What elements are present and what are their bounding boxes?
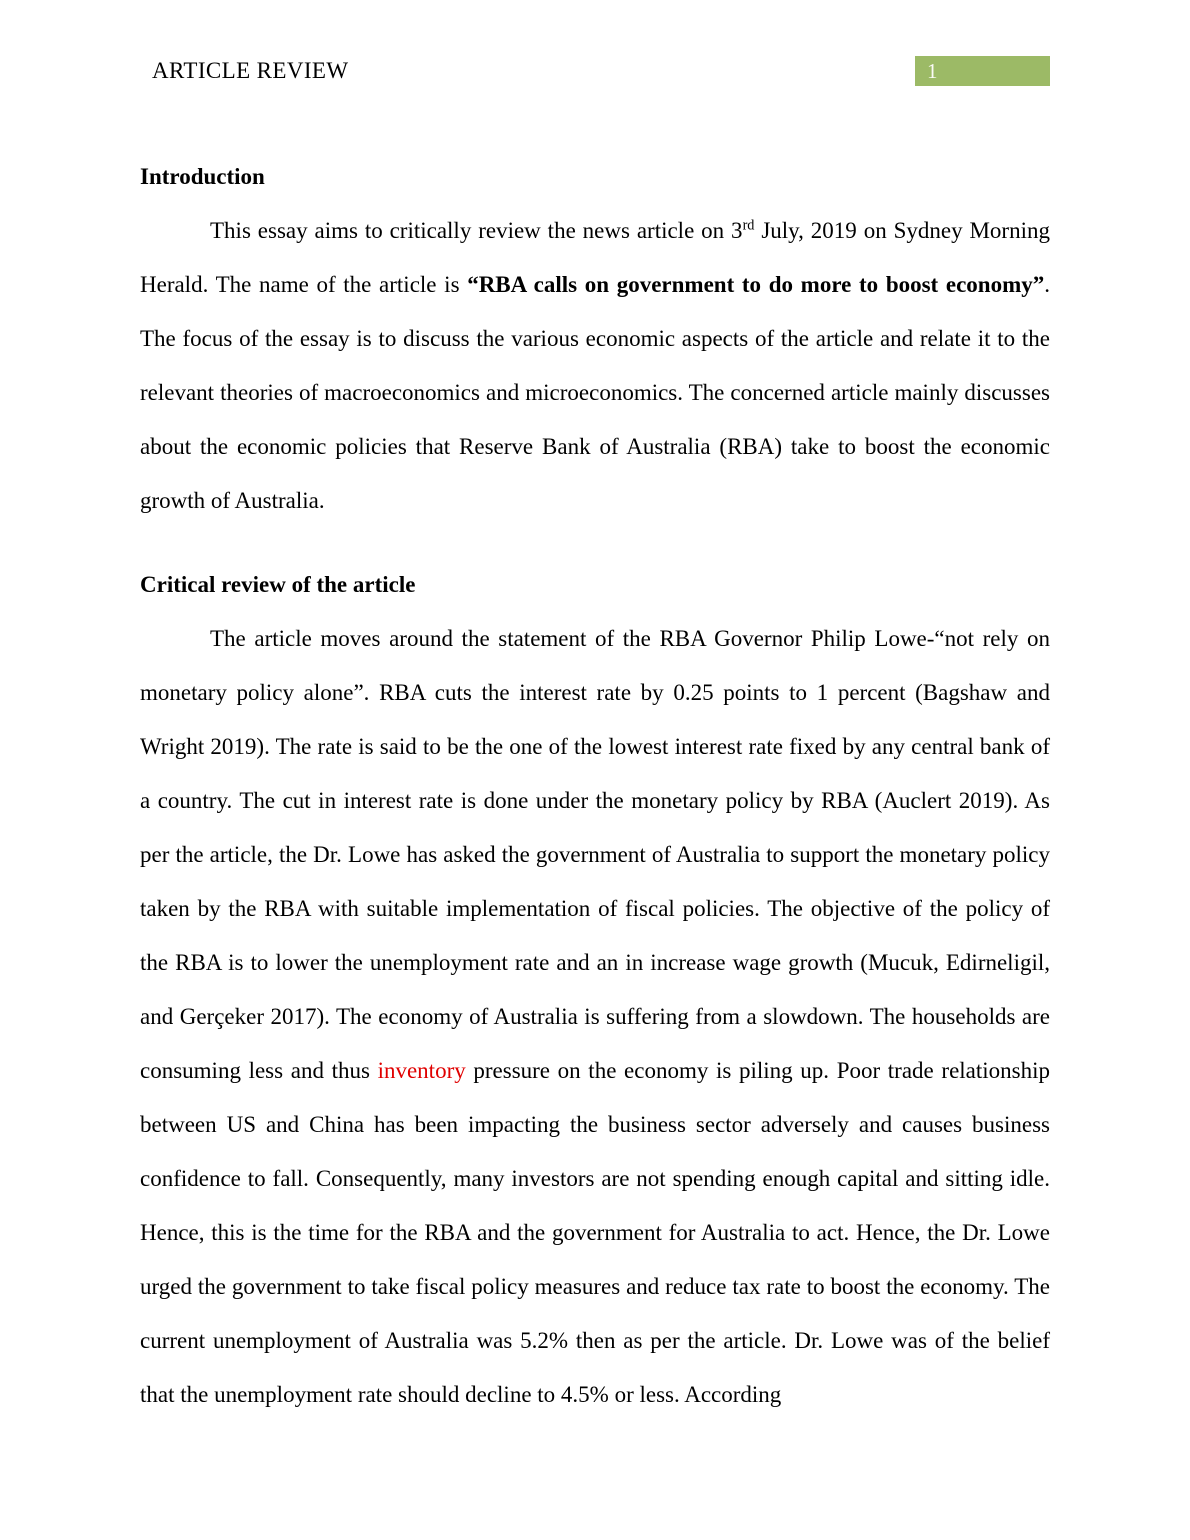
ordinal-superscript (743, 217, 755, 233)
inventory-red-word: inventory (377, 1058, 466, 1083)
heading-introduction: Introduction (140, 164, 265, 189)
ordinal-superscript-text: rd (742, 217, 755, 234)
review-paragraph (140, 612, 1050, 1422)
running-head: ARTICLE REVIEW (152, 58, 349, 83)
intro-text-segment-3: . The focus of the essay is to discuss the various economic aspects of the article and relate it to the relevant theories of macroeconomics and microeconomics. The concerned article mainly discusses about the economic policies that Reserve Bank of Australia (RBA) take to boost the economic growth of Australia. (140, 272, 1051, 513)
review-text-segment-1: The article moves around the statement of the RBA Governor Philip Lowe-“not rely on monetary policy alone”. RBA cuts the interest rate by 0.25 points to 1 percent (Bagshaw and Wright 2019). The rate is said to be the one of the lowest interest rate fixed by any central bank of a country. The cut in interest rate is done under the monetary policy by RBA (Auclert 2019). As per the article, the Dr. Lowe has asked the government of Australia to support the monetary policy taken by the RBA with suitable implementation of fiscal policies. The objective of the policy of the RBA is to lower the unemployment rate and an in increase wage growth (Mucuk, Edirneligil, and Gerçeker 2017). The economy of Australia is suffering from a slowdown. The households are consuming less and thus (140, 626, 1050, 1083)
heading-critical-review: Critical review of the article (140, 572, 416, 597)
intro-paragraph (140, 204, 1050, 528)
article-title-quote: “RBA calls on government to do more to boost economy” (467, 272, 1045, 297)
page-number: 1 (927, 58, 938, 83)
intro-text-segment-2: July, 2019 on Sydney Morning Herald. The name of the article is (140, 218, 1050, 297)
intro-text-segment-1: This essay aims to critically review the news article on 3 (210, 218, 743, 243)
page-number-badge (915, 56, 1050, 86)
review-text-segment-2: pressure on the economy is piling up. Poor trade relationship between US and China has been impacting the business sector adversely and causes business confidence to fall. Consequently, many investors are not spending enough capital and sitting idle. Hence, this is the time for the RBA and the government for Australia to act. Hence, the Dr. Lowe urged the government to take fiscal policy measures and reduce tax rate to boost the economy. The current unemployment of Australia was 5.2% then as per the article. Dr. Lowe was of the belief that the unemployment rate should decline to 4.5% or less. According (140, 1058, 1050, 1407)
page-header (140, 56, 1050, 86)
